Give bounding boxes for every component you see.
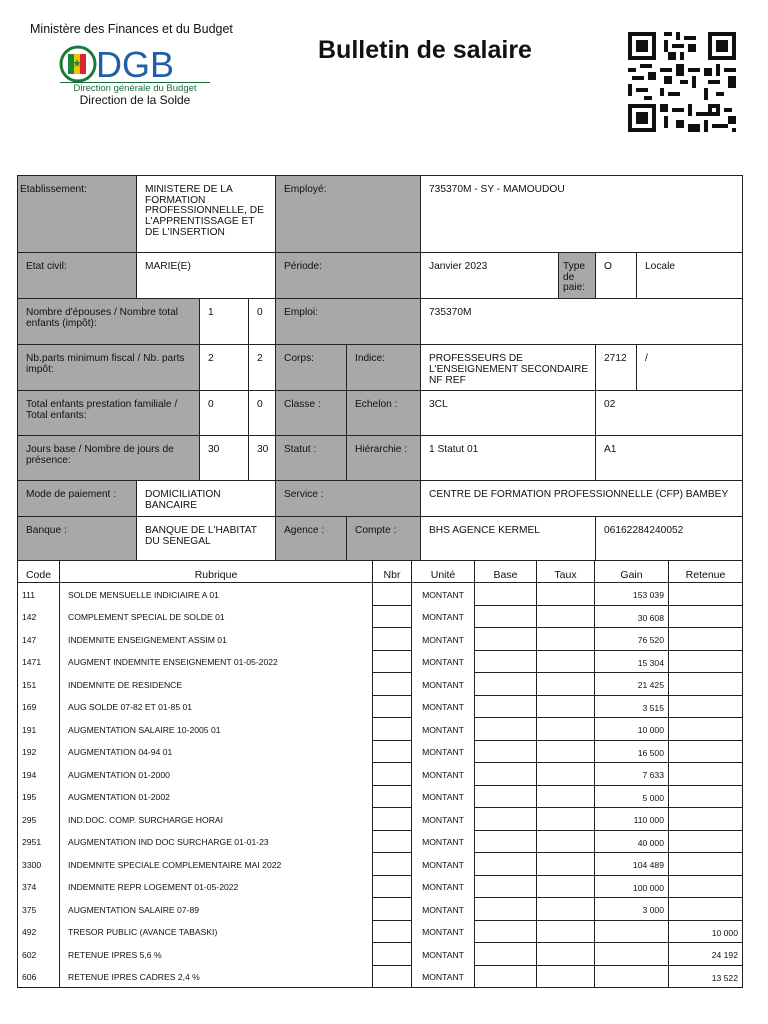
prestation-value-2: 0 — [249, 391, 276, 436]
cell-code: 191 — [18, 718, 60, 741]
pay-lines-table — [17, 560, 743, 988]
cell-retenue — [669, 673, 743, 696]
cell-base — [475, 718, 537, 741]
jours-label: Jours base / Nombre de jours de présence: — [18, 436, 200, 481]
cell-retenue — [669, 785, 743, 808]
cell-unite: MONTANT — [412, 830, 475, 853]
cell-nbr — [373, 695, 412, 718]
cell-taux — [537, 628, 595, 651]
cell-base — [475, 943, 537, 966]
cell-retenue — [669, 808, 743, 831]
cell-retenue — [669, 763, 743, 786]
table-row — [18, 673, 743, 696]
cell-unite: MONTANT — [412, 583, 475, 606]
parts-label: Nb.parts minimum fiscal / Nb. parts impôt: — [18, 345, 200, 391]
cell-base — [475, 920, 537, 943]
indice-extra: / — [637, 345, 743, 391]
cell-nbr — [373, 650, 412, 673]
cell-retenue — [669, 740, 743, 763]
cell-retenue — [669, 605, 743, 628]
cell-nbr — [373, 673, 412, 696]
cell-base — [475, 740, 537, 763]
cell-retenue: 24 192 — [669, 943, 743, 966]
cell-retenue — [669, 898, 743, 921]
periode-label: Période: — [276, 253, 421, 299]
corps-value: PROFESSEURS DE L'ENSEIGNEMENT SECONDAIRE NF REF — [421, 345, 596, 391]
cell-nbr — [373, 808, 412, 831]
cell-rubrique: AUGMENTATION SALAIRE 07-89 — [60, 898, 373, 921]
cell-gain: 3 000 — [595, 898, 669, 921]
cell-taux — [537, 650, 595, 673]
cell-retenue — [669, 695, 743, 718]
cell-unite: MONTANT — [412, 718, 475, 741]
table-row — [18, 808, 743, 831]
cell-base — [475, 898, 537, 921]
cell-retenue — [669, 583, 743, 606]
cell-taux — [537, 583, 595, 606]
mode-paiement-label: Mode de paiement : — [18, 481, 137, 517]
cell-gain: 7 633 — [595, 763, 669, 786]
statut-label: Statut : — [276, 436, 347, 481]
classe-label: Classe : — [276, 391, 347, 436]
cell-taux — [537, 785, 595, 808]
cell-nbr — [373, 628, 412, 651]
cell-code: 147 — [18, 628, 60, 651]
cell-base — [475, 785, 537, 808]
cell-unite: MONTANT — [412, 875, 475, 898]
cell-base — [475, 808, 537, 831]
cell-nbr — [373, 830, 412, 853]
employe-label: Employé: — [276, 176, 421, 253]
type-paie-label: Type de paie: — [559, 253, 596, 299]
cell-rubrique: INDEMNITE SPECIALE COMPLEMENTAIRE MAI 2022 — [60, 853, 373, 876]
table-row — [18, 785, 743, 808]
direction-name: Direction de la Solde — [79, 93, 191, 107]
periode-value: Janvier 2023 — [421, 253, 559, 299]
cell-nbr — [373, 740, 412, 763]
cell-gain: 40 000 — [595, 830, 669, 853]
cell-code: 492 — [18, 920, 60, 943]
cell-nbr — [373, 605, 412, 628]
cell-unite: MONTANT — [412, 763, 475, 786]
cell-unite: MONTANT — [412, 943, 475, 966]
cell-base — [475, 965, 537, 988]
cell-nbr — [373, 583, 412, 606]
cell-retenue — [669, 628, 743, 651]
table-row — [18, 695, 743, 718]
mode-paiement-value: DOMICILIATION BANCAIRE — [137, 481, 276, 517]
table-row — [18, 920, 743, 943]
cell-code: 3300 — [18, 853, 60, 876]
col-base-header: Base — [475, 561, 537, 583]
cell-taux — [537, 740, 595, 763]
epouses-value-2: 0 — [249, 299, 276, 345]
corps-label: Corps: — [276, 345, 347, 391]
jours-value-1: 30 — [200, 436, 249, 481]
cell-base — [475, 875, 537, 898]
indice-label: Indice: — [347, 345, 421, 391]
table-row — [18, 965, 743, 988]
cell-code: 1471 — [18, 650, 60, 673]
cell-rubrique: AUGMENT INDEMNITE ENSEIGNEMENT 01-05-2022 — [60, 650, 373, 673]
cell-gain — [595, 965, 669, 988]
cell-unite: MONTANT — [412, 605, 475, 628]
cell-code: 374 — [18, 875, 60, 898]
cell-base — [475, 763, 537, 786]
prestation-value-1: 0 — [200, 391, 249, 436]
cell-nbr — [373, 875, 412, 898]
cell-rubrique: INDEMNITE DE RESIDENCE — [60, 673, 373, 696]
cell-rubrique: AUG SOLDE 07-82 ET 01-85 01 — [60, 695, 373, 718]
cell-unite: MONTANT — [412, 853, 475, 876]
cell-code: 151 — [18, 673, 60, 696]
banque-value: BANQUE DE L'HABITAT DU SENEGAL — [137, 517, 276, 561]
statut-value: 1 Statut 01 — [421, 436, 596, 481]
cell-unite: MONTANT — [412, 898, 475, 921]
etat-civil-value: MARIE(E) — [137, 253, 276, 299]
logo-text: DGB — [96, 44, 175, 85]
cell-code: 606 — [18, 965, 60, 988]
parts-value-2: 2 — [249, 345, 276, 391]
cell-code: 169 — [18, 695, 60, 718]
col-rubrique-header: Rubrique — [60, 561, 373, 583]
cell-base — [475, 583, 537, 606]
jours-value-2: 30 — [249, 436, 276, 481]
cell-gain: 110 000 — [595, 808, 669, 831]
indice-value: 2712 — [596, 345, 637, 391]
cell-rubrique: COMPLEMENT SPECIAL DE SOLDE 01 — [60, 605, 373, 628]
cell-retenue: 10 000 — [669, 920, 743, 943]
cell-taux — [537, 965, 595, 988]
cell-taux — [537, 808, 595, 831]
cell-gain: 15 304 — [595, 650, 669, 673]
col-unite-header: Unité — [412, 561, 475, 583]
cell-rubrique: RETENUE IPRES CADRES 2,4 % — [60, 965, 373, 988]
cell-gain: 3 515 — [595, 695, 669, 718]
cell-unite: MONTANT — [412, 628, 475, 651]
cell-retenue — [669, 830, 743, 853]
banque-label: Banque : — [18, 517, 137, 561]
cell-gain: 5 000 — [595, 785, 669, 808]
cell-retenue — [669, 718, 743, 741]
cell-code: 192 — [18, 740, 60, 763]
cell-nbr — [373, 920, 412, 943]
table-row — [18, 583, 743, 606]
table-row — [18, 830, 743, 853]
cell-nbr — [373, 943, 412, 966]
cell-taux — [537, 920, 595, 943]
cell-rubrique: RETENUE IPRES 5,6 % — [60, 943, 373, 966]
cell-unite: MONTANT — [412, 808, 475, 831]
cell-code: 195 — [18, 785, 60, 808]
qr-code-icon — [628, 32, 736, 132]
classe-value: 3CL — [421, 391, 596, 436]
cell-gain: 30 608 — [595, 605, 669, 628]
cell-nbr — [373, 763, 412, 786]
cell-gain — [595, 943, 669, 966]
cell-taux — [537, 763, 595, 786]
table-row — [18, 605, 743, 628]
echelon-label: Echelon : — [347, 391, 421, 436]
logo-subtitle: Direction générale du Budget — [60, 82, 210, 94]
cell-nbr — [373, 718, 412, 741]
cell-rubrique: SOLDE MENSUELLE INDICIAIRE A 01 — [60, 583, 373, 606]
cell-unite: MONTANT — [412, 785, 475, 808]
table-row — [18, 898, 743, 921]
cell-taux — [537, 673, 595, 696]
cell-unite: MONTANT — [412, 740, 475, 763]
locale-value: Locale — [637, 253, 743, 299]
cell-unite: MONTANT — [412, 650, 475, 673]
cell-code: 602 — [18, 943, 60, 966]
table-row — [18, 763, 743, 786]
table-row — [18, 875, 743, 898]
cell-gain: 104 489 — [595, 853, 669, 876]
cell-base — [475, 650, 537, 673]
etablissement-label: Etablissement: — [18, 176, 137, 253]
col-retenue-header: Retenue — [669, 561, 743, 583]
cell-unite: MONTANT — [412, 673, 475, 696]
page-title: Bulletin de salaire — [318, 36, 532, 64]
cell-nbr — [373, 898, 412, 921]
table-row — [18, 628, 743, 651]
cell-base — [475, 830, 537, 853]
employee-info-table — [17, 175, 743, 561]
type-paie-value: O — [596, 253, 637, 299]
senegal-flag-icon — [61, 47, 95, 81]
cell-code: 295 — [18, 808, 60, 831]
cell-code: 2951 — [18, 830, 60, 853]
epouses-label: Nombre d'épouses / Nombre total enfants (impôt): — [18, 299, 200, 345]
cell-rubrique: TRESOR PUBLIC (AVANCE TABASKI) — [60, 920, 373, 943]
col-nbr-header: Nbr — [373, 561, 412, 583]
cell-retenue — [669, 853, 743, 876]
col-code-header: Code — [18, 561, 60, 583]
cell-code: 142 — [18, 605, 60, 628]
table-row — [18, 943, 743, 966]
cell-base — [475, 695, 537, 718]
cell-nbr — [373, 853, 412, 876]
etablissement-value: MINISTERE DE LA FORMATION PROFESSIONNELLE, DE L'APPRENTISSAGE ET DE L'INSERTION — [137, 176, 276, 253]
parts-value-1: 2 — [200, 345, 249, 391]
compte-label: Compte : — [347, 517, 421, 561]
cell-rubrique: AUGMENTATION 04-94 01 — [60, 740, 373, 763]
epouses-value-1: 1 — [200, 299, 249, 345]
agence-value: BHS AGENCE KERMEL — [421, 517, 596, 561]
echelon-value: 02 — [596, 391, 743, 436]
cell-taux — [537, 898, 595, 921]
cell-gain: 21 425 — [595, 673, 669, 696]
table-row — [18, 740, 743, 763]
cell-code: 111 — [18, 583, 60, 606]
cell-unite: MONTANT — [412, 920, 475, 943]
cell-taux — [537, 695, 595, 718]
ministry-name: Ministère des Finances et du Budget — [30, 22, 233, 36]
cell-rubrique: AUGMENTATION 01-2000 — [60, 763, 373, 786]
col-taux-header: Taux — [537, 561, 595, 583]
cell-rubrique: AUGMENTATION IND DOC SURCHARGE 01-01-23 — [60, 830, 373, 853]
table-row — [18, 718, 743, 741]
cell-gain — [595, 920, 669, 943]
employe-value: 735370M - SY - MAMOUDOU — [421, 176, 743, 253]
cell-gain: 153 039 — [595, 583, 669, 606]
hierarchie-label: Hiérarchie : — [347, 436, 421, 481]
cell-taux — [537, 875, 595, 898]
cell-nbr — [373, 785, 412, 808]
cell-taux — [537, 943, 595, 966]
agence-label: Agence : — [276, 517, 347, 561]
cell-gain: 76 520 — [595, 628, 669, 651]
table-row — [18, 853, 743, 876]
cell-taux — [537, 830, 595, 853]
cell-rubrique: INDEMNITE REPR LOGEMENT 01-05-2022 — [60, 875, 373, 898]
col-gain-header: Gain — [595, 561, 669, 583]
cell-retenue: 13 522 — [669, 965, 743, 988]
cell-retenue — [669, 650, 743, 673]
cell-rubrique: IND.DOC. COMP. SURCHARGE HORAI — [60, 808, 373, 831]
pay-table-header — [18, 561, 743, 583]
cell-base — [475, 673, 537, 696]
cell-rubrique: AUGMENTATION SALAIRE 10-2005 01 — [60, 718, 373, 741]
cell-base — [475, 853, 537, 876]
cell-taux — [537, 853, 595, 876]
cell-gain: 100 000 — [595, 875, 669, 898]
cell-unite: MONTANT — [412, 695, 475, 718]
service-label: Service : — [276, 481, 421, 517]
cell-rubrique: AUGMENTATION 01-2002 — [60, 785, 373, 808]
cell-nbr — [373, 965, 412, 988]
table-row — [18, 650, 743, 673]
cell-taux — [537, 605, 595, 628]
hierarchie-value: A1 — [596, 436, 743, 481]
cell-gain: 10 000 — [595, 718, 669, 741]
cell-base — [475, 605, 537, 628]
cell-taux — [537, 718, 595, 741]
cell-retenue — [669, 875, 743, 898]
cell-base — [475, 628, 537, 651]
compte-value: 06162284240052 — [596, 517, 743, 561]
cell-unite: MONTANT — [412, 965, 475, 988]
emploi-value: 735370M — [421, 299, 743, 345]
prestation-label: Total enfants prestation familiale / Total enfants: — [18, 391, 200, 436]
etat-civil-label: Etat civil: — [18, 253, 137, 299]
cell-gain: 16 500 — [595, 740, 669, 763]
cell-rubrique: INDEMNITE ENSEIGNEMENT ASSIM 01 — [60, 628, 373, 651]
cell-code: 194 — [18, 763, 60, 786]
service-value: CENTRE DE FORMATION PROFESSIONNELLE (CFP) BAMBEY — [421, 481, 743, 517]
emploi-label: Emploi: — [276, 299, 421, 345]
cell-code: 375 — [18, 898, 60, 921]
